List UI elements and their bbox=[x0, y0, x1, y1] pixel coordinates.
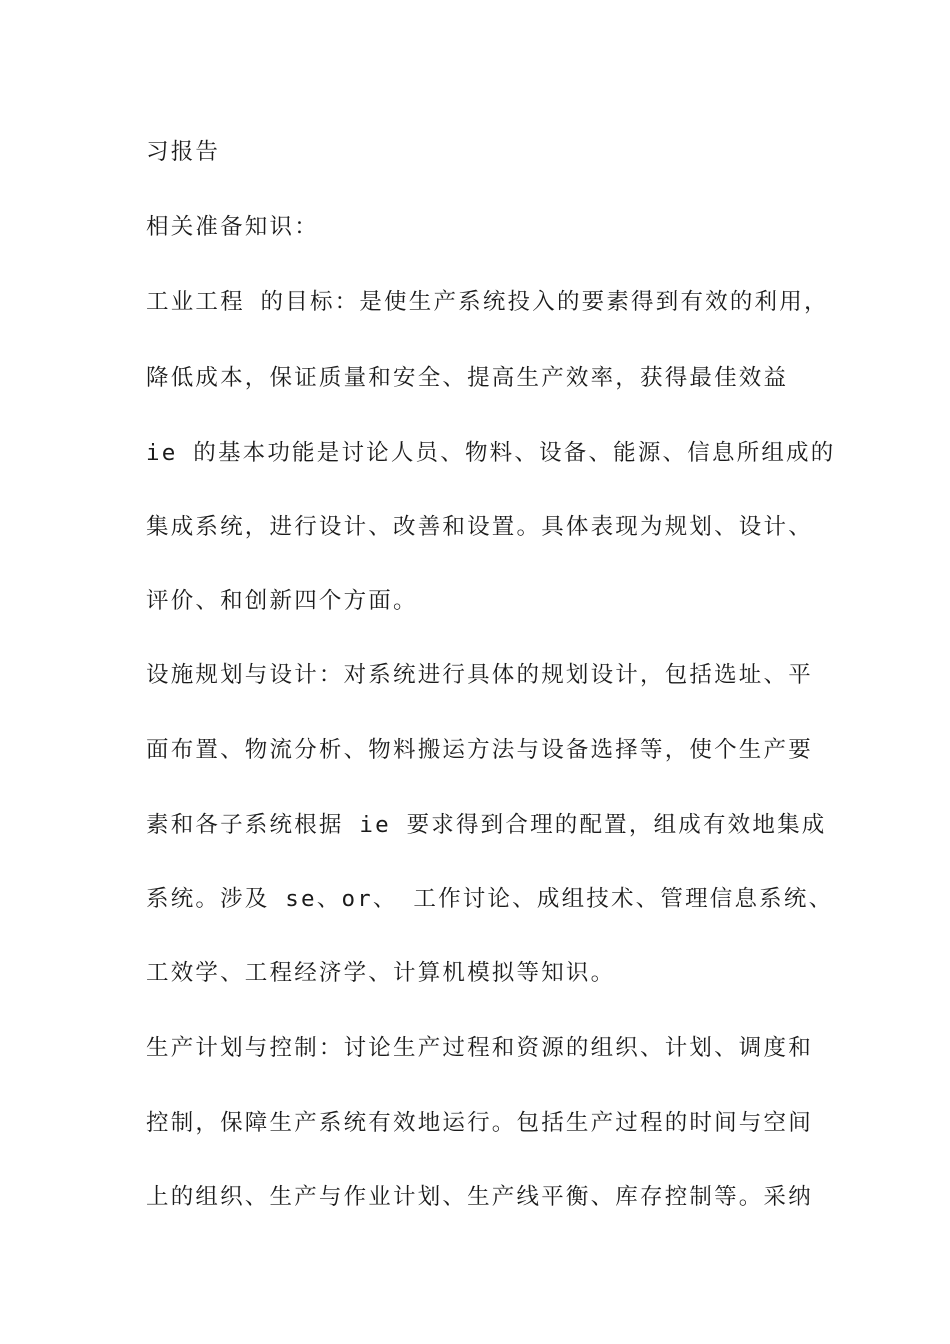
document-title: 习报告 bbox=[146, 139, 221, 165]
text-line: 生产计划与控制：讨论生产过程和资源的组织、计划、调度和 bbox=[146, 1035, 813, 1061]
text-line: 面布置、物流分析、物料搬运方法与设备选择等，使个生产要 bbox=[146, 737, 813, 763]
text-line: 集成系统，进行设计、改善和设置。具体表现为规划、设计、 bbox=[146, 514, 813, 540]
text-line: 工效学、工程经济学、计算机模拟等知识。 bbox=[146, 960, 616, 986]
text-line: 上的组织、生产与作业计划、生产线平衡、库存控制等。采纳 bbox=[146, 1184, 813, 1210]
section-heading: 相关准备知识： bbox=[146, 214, 319, 240]
text-line: 系统。涉及 se、or、 工作讨论、成组技术、管理信息系统、 bbox=[146, 886, 834, 912]
text-line: 素和各子系统根据 ie 要求得到合理的配置，组成有效地集成 bbox=[146, 812, 827, 838]
text-line: 设施规划与设计：对系统进行具体的规划设计，包括选址、平 bbox=[146, 662, 813, 688]
text-line: 降低成本，保证质量和安全、提高生产效率，获得最佳效益 bbox=[146, 365, 789, 391]
text-line: 控制，保障生产系统有效地运行。包括生产过程的时间与空间 bbox=[146, 1110, 813, 1136]
text-line: 工业工程 的目标：是使生产系统投入的要素得到有效的利用， bbox=[146, 289, 829, 315]
text-line: ie 的基本功能是讨论人员、物料、设备、能源、信息所组成的 bbox=[146, 440, 836, 466]
text-line: 评价、和创新四个方面。 bbox=[146, 588, 418, 614]
